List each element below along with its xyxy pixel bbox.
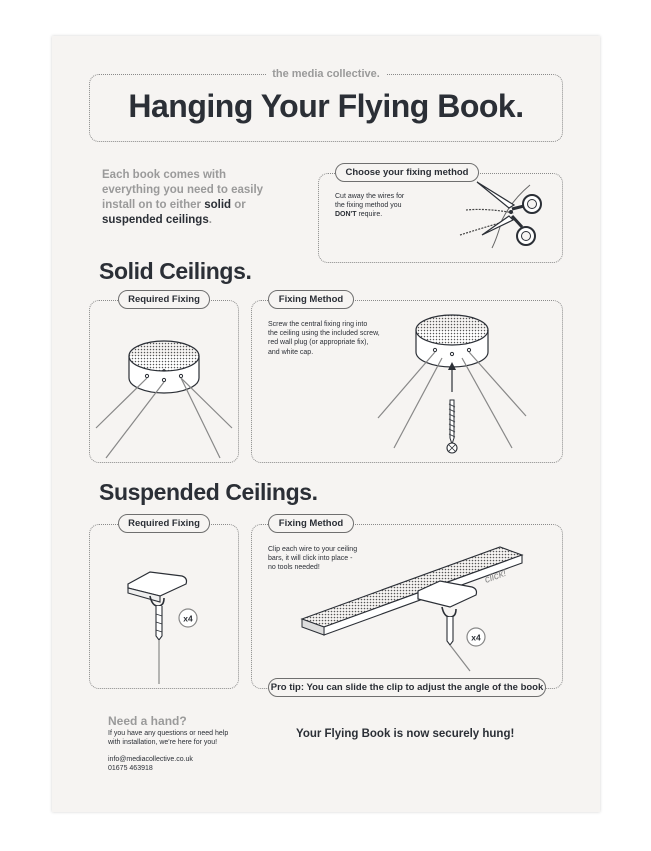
solid-method-text — [268, 320, 380, 357]
solid-method-line-2: the ceiling using the included screw, — [268, 330, 380, 338]
suspended-method-line-3: no tools needed! — [268, 564, 320, 572]
fixing-ring-with-screw-icon — [372, 308, 532, 453]
choose-line-2: the fixing method you — [335, 202, 402, 210]
pro-tip: Pro tip: You can slide the clip to adjust the angle of the book — [268, 678, 546, 697]
intro-text — [102, 168, 287, 228]
brand-text: the media collective. — [266, 68, 386, 80]
solid-heading: Solid Ceilings. — [99, 258, 252, 284]
solid-method-line-4: and white cap. — [268, 348, 314, 356]
ceiling-fixing-ring-icon — [92, 336, 237, 461]
choose-method-text — [335, 192, 404, 220]
solid-method-line-1: Screw the central fixing ring into — [268, 321, 368, 328]
choose-line-3 — [335, 210, 404, 219]
brand-name — [52, 68, 600, 80]
intro-solid: solid — [204, 199, 232, 211]
choose-method-label: Choose your fixing method — [335, 163, 479, 182]
contact-email[interactable]: info@mediacollective.co.uk — [108, 756, 193, 763]
help-line-2: with installation, we're here for you! — [108, 739, 218, 747]
contact-phone[interactable]: 01675 463918 — [108, 765, 153, 773]
suspended-required-label: Required Fixing — [118, 514, 210, 533]
solid-method-line-3: red wall plug (or appropriate fix), — [268, 339, 369, 347]
intro-or: or — [231, 199, 246, 211]
page-title: Hanging Your Flying Book. — [128, 88, 524, 124]
help-line-1: If you have any questions or need help — [108, 730, 229, 737]
scissors-icon — [452, 180, 552, 260]
ceiling-clip-icon — [122, 566, 232, 686]
suspended-heading: Suspended Ceilings. — [99, 479, 318, 505]
qty-right: x4 — [471, 632, 481, 643]
solid-method-label: Fixing Method — [268, 290, 354, 309]
intro-suspended: suspended ceilings — [102, 214, 209, 226]
click-text: click! — [483, 567, 508, 586]
instruction-sheet — [52, 36, 600, 812]
securely-hung-text: Your Flying Book is now securely hung! — [296, 728, 515, 740]
help-title: Need a hand? — [108, 714, 187, 728]
choose-line-1: Cut away the wires for — [335, 193, 405, 200]
suspended-method-label: Fixing Method — [268, 514, 354, 533]
contact-info — [108, 755, 193, 773]
ceiling-bar-icon — [300, 541, 530, 671]
suspended-method-line-1: Clip each wire to your ceiling — [268, 546, 358, 553]
qty-left: x4 — [183, 613, 193, 624]
screw-icon — [447, 400, 457, 453]
choose-dont: DON'T — [335, 211, 357, 219]
help-text — [108, 729, 228, 747]
solid-required-label: Required Fixing — [118, 290, 210, 309]
intro-period: . — [208, 214, 212, 226]
suspended-method-line-2: bars, it will click into place - — [268, 555, 353, 563]
choose-require: require. — [356, 211, 383, 219]
intro-lead: Each book comes with everything you need to easily install on to either — [102, 169, 264, 211]
